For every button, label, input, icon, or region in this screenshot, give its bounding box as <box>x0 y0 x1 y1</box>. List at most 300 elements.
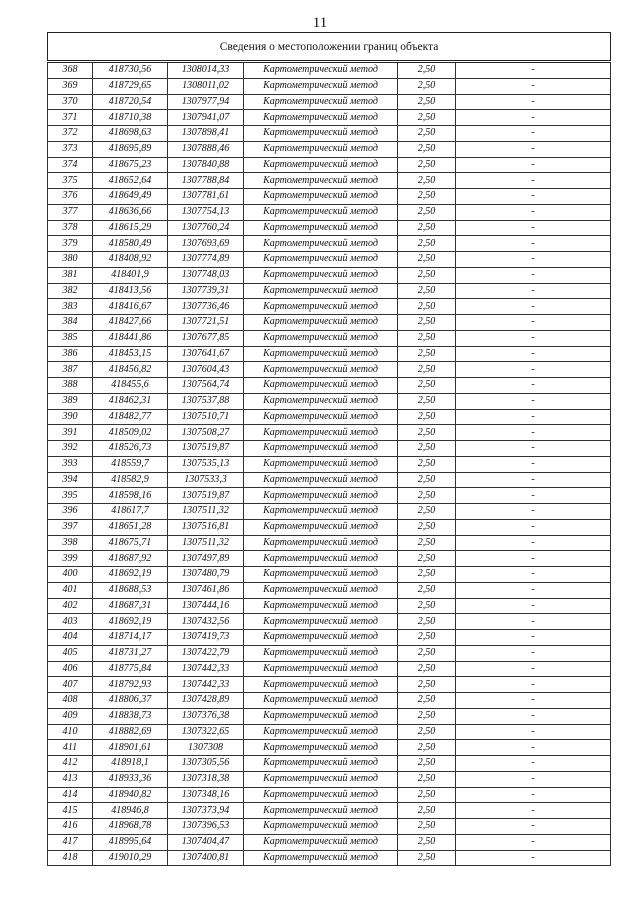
table-row <box>48 236 611 252</box>
note-cell: - <box>456 78 611 94</box>
point-number-cell: 416 <box>48 819 93 835</box>
x-coordinate-cell: 418918,1 <box>93 756 168 772</box>
x-coordinate-cell: 418714,17 <box>93 630 168 646</box>
note-cell: - <box>456 283 611 299</box>
point-number-cell: 375 <box>48 173 93 189</box>
table-row <box>48 204 611 220</box>
table-row <box>48 126 611 142</box>
x-coordinate-cell: 418882,69 <box>93 724 168 740</box>
precision-cell: 2,50 <box>398 126 456 142</box>
point-number-cell: 393 <box>48 456 93 472</box>
x-coordinate-cell: 418692,19 <box>93 567 168 583</box>
x-coordinate-cell: 418968,78 <box>93 819 168 835</box>
x-coordinate-cell: 418995,64 <box>93 834 168 850</box>
table-row <box>48 582 611 598</box>
note-cell: - <box>456 756 611 772</box>
precision-cell: 2,50 <box>398 661 456 677</box>
point-number-cell: 369 <box>48 78 93 94</box>
y-coordinate-cell: 1307376,38 <box>168 708 244 724</box>
x-coordinate-cell: 418617,7 <box>93 504 168 520</box>
point-number-cell: 406 <box>48 661 93 677</box>
precision-cell: 2,50 <box>398 378 456 394</box>
y-coordinate-cell: 1307774,89 <box>168 252 244 268</box>
precision-cell: 2,50 <box>398 614 456 630</box>
y-coordinate-cell: 1307419,73 <box>168 630 244 646</box>
precision-cell: 2,50 <box>398 535 456 551</box>
point-number-cell: 372 <box>48 126 93 142</box>
table-row <box>48 803 611 819</box>
precision-cell: 2,50 <box>398 567 456 583</box>
precision-cell: 2,50 <box>398 551 456 567</box>
method-cell: Картометрический метод <box>244 62 398 79</box>
precision-cell: 2,50 <box>398 362 456 378</box>
precision-cell: 2,50 <box>398 110 456 126</box>
y-coordinate-cell: 1307677,85 <box>168 330 244 346</box>
point-number-cell: 390 <box>48 409 93 425</box>
y-coordinate-cell: 1308014,33 <box>168 62 244 79</box>
point-number-cell: 389 <box>48 393 93 409</box>
y-coordinate-cell: 1307422,79 <box>168 645 244 661</box>
precision-cell: 2,50 <box>398 441 456 457</box>
method-cell: Картометрический метод <box>244 283 398 299</box>
x-coordinate-cell: 418730,56 <box>93 62 168 79</box>
precision-cell: 2,50 <box>398 519 456 535</box>
point-number-cell: 383 <box>48 299 93 315</box>
point-number-cell: 374 <box>48 157 93 173</box>
point-number-cell: 399 <box>48 551 93 567</box>
point-number-cell: 397 <box>48 519 93 535</box>
table-row <box>48 740 611 756</box>
y-coordinate-cell: 1307736,46 <box>168 299 244 315</box>
table-row <box>48 110 611 126</box>
y-coordinate-cell: 1307442,33 <box>168 661 244 677</box>
method-cell: Картометрический метод <box>244 551 398 567</box>
table-row <box>48 472 611 488</box>
precision-cell: 2,50 <box>398 598 456 614</box>
x-coordinate-cell: 418462,31 <box>93 393 168 409</box>
precision-cell: 2,50 <box>398 204 456 220</box>
table-row <box>48 630 611 646</box>
y-coordinate-cell: 1307781,61 <box>168 189 244 205</box>
note-cell: - <box>456 378 611 394</box>
point-number-cell: 387 <box>48 362 93 378</box>
note-cell: - <box>456 62 611 79</box>
x-coordinate-cell: 418710,38 <box>93 110 168 126</box>
note-cell: - <box>456 803 611 819</box>
note-cell: - <box>456 567 611 583</box>
x-coordinate-cell: 418453,15 <box>93 346 168 362</box>
x-coordinate-cell: 418427,66 <box>93 315 168 331</box>
table-row <box>48 189 611 205</box>
method-cell: Картометрический метод <box>244 204 398 220</box>
y-coordinate-cell: 1307898,41 <box>168 126 244 142</box>
method-cell: Картометрический метод <box>244 393 398 409</box>
note-cell: - <box>456 236 611 252</box>
method-cell: Картометрический метод <box>244 771 398 787</box>
precision-cell: 2,50 <box>398 819 456 835</box>
method-cell: Картометрический метод <box>244 740 398 756</box>
x-coordinate-cell: 418933,36 <box>93 771 168 787</box>
note-cell: - <box>456 409 611 425</box>
note-cell: - <box>456 693 611 709</box>
table-row <box>48 78 611 94</box>
table-row <box>48 362 611 378</box>
y-coordinate-cell: 1307444,16 <box>168 598 244 614</box>
y-coordinate-cell: 1307788,84 <box>168 173 244 189</box>
point-number-cell: 381 <box>48 267 93 283</box>
table-row <box>48 220 611 236</box>
y-coordinate-cell: 1307537,88 <box>168 393 244 409</box>
method-cell: Картометрический метод <box>244 519 398 535</box>
point-number-cell: 385 <box>48 330 93 346</box>
y-coordinate-cell: 1307516,81 <box>168 519 244 535</box>
note-cell: - <box>456 346 611 362</box>
method-cell: Картометрический метод <box>244 504 398 520</box>
table-header-row <box>48 33 611 62</box>
method-cell: Картометрический метод <box>244 724 398 740</box>
x-coordinate-cell: 418651,28 <box>93 519 168 535</box>
method-cell: Картометрический метод <box>244 173 398 189</box>
x-coordinate-cell: 418792,93 <box>93 677 168 693</box>
precision-cell: 2,50 <box>398 78 456 94</box>
point-number-cell: 404 <box>48 630 93 646</box>
table-row <box>48 315 611 331</box>
precision-cell: 2,50 <box>398 173 456 189</box>
precision-cell: 2,50 <box>398 283 456 299</box>
point-number-cell: 379 <box>48 236 93 252</box>
y-coordinate-cell: 1307519,87 <box>168 441 244 457</box>
y-coordinate-cell: 1308011,02 <box>168 78 244 94</box>
method-cell: Картометрический метод <box>244 456 398 472</box>
note-cell: - <box>456 330 611 346</box>
note-cell: - <box>456 630 611 646</box>
x-coordinate-cell: 418729,65 <box>93 78 168 94</box>
y-coordinate-cell: 1307404,47 <box>168 834 244 850</box>
table-row <box>48 787 611 803</box>
precision-cell: 2,50 <box>398 488 456 504</box>
method-cell: Картометрический метод <box>244 677 398 693</box>
note-cell: - <box>456 220 611 236</box>
table-row <box>48 330 611 346</box>
x-coordinate-cell: 418806,37 <box>93 693 168 709</box>
table-title: Сведения о местоположении границ объекта <box>48 33 611 62</box>
x-coordinate-cell: 418687,31 <box>93 598 168 614</box>
method-cell: Картометрический метод <box>244 236 398 252</box>
method-cell: Картометрический метод <box>244 94 398 110</box>
table-row <box>48 393 611 409</box>
table-row <box>48 771 611 787</box>
y-coordinate-cell: 1307508,27 <box>168 425 244 441</box>
table-row <box>48 94 611 110</box>
precision-cell: 2,50 <box>398 94 456 110</box>
point-number-cell: 403 <box>48 614 93 630</box>
note-cell: - <box>456 157 611 173</box>
precision-cell: 2,50 <box>398 771 456 787</box>
point-number-cell: 394 <box>48 472 93 488</box>
precision-cell: 2,50 <box>398 582 456 598</box>
method-cell: Картометрический метод <box>244 630 398 646</box>
point-number-cell: 418 <box>48 850 93 866</box>
x-coordinate-cell: 418946,8 <box>93 803 168 819</box>
x-coordinate-cell: 419010,29 <box>93 850 168 866</box>
note-cell: - <box>456 677 611 693</box>
x-coordinate-cell: 418455,6 <box>93 378 168 394</box>
precision-cell: 2,50 <box>398 456 456 472</box>
table-row <box>48 378 611 394</box>
point-number-cell: 380 <box>48 252 93 268</box>
x-coordinate-cell: 418649,49 <box>93 189 168 205</box>
y-coordinate-cell: 1307318,38 <box>168 771 244 787</box>
precision-cell: 2,50 <box>398 315 456 331</box>
table-row <box>48 850 611 866</box>
table-row <box>48 693 611 709</box>
y-coordinate-cell: 1307428,89 <box>168 693 244 709</box>
method-cell: Картометрический метод <box>244 614 398 630</box>
table-row <box>48 598 611 614</box>
y-coordinate-cell: 1307497,89 <box>168 551 244 567</box>
table-row <box>48 157 611 173</box>
note-cell: - <box>456 362 611 378</box>
note-cell: - <box>456 393 611 409</box>
point-number-cell: 398 <box>48 535 93 551</box>
x-coordinate-cell: 418413,56 <box>93 283 168 299</box>
precision-cell: 2,50 <box>398 409 456 425</box>
note-cell: - <box>456 740 611 756</box>
note-cell: - <box>456 425 611 441</box>
method-cell: Картометрический метод <box>244 598 398 614</box>
y-coordinate-cell: 1307442,33 <box>168 677 244 693</box>
precision-cell: 2,50 <box>398 62 456 79</box>
note-cell: - <box>456 141 611 157</box>
method-cell: Картометрический метод <box>244 582 398 598</box>
note-cell: - <box>456 94 611 110</box>
y-coordinate-cell: 1307322,65 <box>168 724 244 740</box>
precision-cell: 2,50 <box>398 220 456 236</box>
table-row <box>48 724 611 740</box>
table-row <box>48 614 611 630</box>
precision-cell: 2,50 <box>398 724 456 740</box>
point-number-cell: 402 <box>48 598 93 614</box>
method-cell: Картометрический метод <box>244 252 398 268</box>
point-number-cell: 382 <box>48 283 93 299</box>
method-cell: Картометрический метод <box>244 488 398 504</box>
y-coordinate-cell: 1307888,46 <box>168 141 244 157</box>
table-row <box>48 409 611 425</box>
precision-cell: 2,50 <box>398 504 456 520</box>
x-coordinate-cell: 418582,9 <box>93 472 168 488</box>
y-coordinate-cell: 1307432,56 <box>168 614 244 630</box>
boundary-coordinates-table <box>47 32 611 866</box>
precision-cell: 2,50 <box>398 677 456 693</box>
point-number-cell: 415 <box>48 803 93 819</box>
point-number-cell: 368 <box>48 62 93 79</box>
precision-cell: 2,50 <box>398 708 456 724</box>
point-number-cell: 413 <box>48 771 93 787</box>
table-row <box>48 299 611 315</box>
point-number-cell: 373 <box>48 141 93 157</box>
y-coordinate-cell: 1307373,94 <box>168 803 244 819</box>
x-coordinate-cell: 418509,02 <box>93 425 168 441</box>
point-number-cell: 395 <box>48 488 93 504</box>
method-cell: Картометрический метод <box>244 126 398 142</box>
table-row <box>48 346 611 362</box>
precision-cell: 2,50 <box>398 740 456 756</box>
point-number-cell: 384 <box>48 315 93 331</box>
x-coordinate-cell: 418838,73 <box>93 708 168 724</box>
x-coordinate-cell: 418580,49 <box>93 236 168 252</box>
point-number-cell: 417 <box>48 834 93 850</box>
method-cell: Картометрический метод <box>244 299 398 315</box>
x-coordinate-cell: 418559,7 <box>93 456 168 472</box>
point-number-cell: 411 <box>48 740 93 756</box>
x-coordinate-cell: 418636,66 <box>93 204 168 220</box>
note-cell: - <box>456 110 611 126</box>
x-coordinate-cell: 418695,89 <box>93 141 168 157</box>
method-cell: Картометрический метод <box>244 330 398 346</box>
y-coordinate-cell: 1307748,03 <box>168 267 244 283</box>
method-cell: Картометрический метод <box>244 756 398 772</box>
note-cell: - <box>456 173 611 189</box>
precision-cell: 2,50 <box>398 630 456 646</box>
x-coordinate-cell: 418526,73 <box>93 441 168 457</box>
y-coordinate-cell: 1307641,67 <box>168 346 244 362</box>
method-cell: Картометрический метод <box>244 267 398 283</box>
precision-cell: 2,50 <box>398 189 456 205</box>
table-row <box>48 834 611 850</box>
x-coordinate-cell: 418615,29 <box>93 220 168 236</box>
table-row <box>48 645 611 661</box>
precision-cell: 2,50 <box>398 645 456 661</box>
table-row <box>48 441 611 457</box>
x-coordinate-cell: 418687,92 <box>93 551 168 567</box>
point-number-cell: 392 <box>48 441 93 457</box>
note-cell: - <box>456 472 611 488</box>
method-cell: Картометрический метод <box>244 850 398 866</box>
note-cell: - <box>456 519 611 535</box>
method-cell: Картометрический метод <box>244 567 398 583</box>
table-row <box>48 283 611 299</box>
method-cell: Картометрический метод <box>244 803 398 819</box>
method-cell: Картометрический метод <box>244 346 398 362</box>
x-coordinate-cell: 418940,82 <box>93 787 168 803</box>
note-cell: - <box>456 850 611 866</box>
y-coordinate-cell: 1307308 <box>168 740 244 756</box>
point-number-cell: 400 <box>48 567 93 583</box>
y-coordinate-cell: 1307977,94 <box>168 94 244 110</box>
method-cell: Картометрический метод <box>244 315 398 331</box>
note-cell: - <box>456 819 611 835</box>
method-cell: Картометрический метод <box>244 441 398 457</box>
note-cell: - <box>456 189 611 205</box>
y-coordinate-cell: 1307564,74 <box>168 378 244 394</box>
point-number-cell: 412 <box>48 756 93 772</box>
method-cell: Картометрический метод <box>244 78 398 94</box>
method-cell: Картометрический метод <box>244 110 398 126</box>
note-cell: - <box>456 535 611 551</box>
y-coordinate-cell: 1307535,13 <box>168 456 244 472</box>
point-number-cell: 405 <box>48 645 93 661</box>
table-row <box>48 661 611 677</box>
precision-cell: 2,50 <box>398 330 456 346</box>
y-coordinate-cell: 1307511,32 <box>168 535 244 551</box>
precision-cell: 2,50 <box>398 756 456 772</box>
y-coordinate-cell: 1307510,71 <box>168 409 244 425</box>
method-cell: Картометрический метод <box>244 819 398 835</box>
table-row <box>48 567 611 583</box>
note-cell: - <box>456 582 611 598</box>
method-cell: Картометрический метод <box>244 535 398 551</box>
y-coordinate-cell: 1307396,53 <box>168 819 244 835</box>
note-cell: - <box>456 771 611 787</box>
table-row <box>48 456 611 472</box>
method-cell: Картометрический метод <box>244 141 398 157</box>
method-cell: Картометрический метод <box>244 787 398 803</box>
y-coordinate-cell: 1307941,07 <box>168 110 244 126</box>
point-number-cell: 396 <box>48 504 93 520</box>
x-coordinate-cell: 418652,64 <box>93 173 168 189</box>
note-cell: - <box>456 661 611 677</box>
x-coordinate-cell: 418901,61 <box>93 740 168 756</box>
point-number-cell: 391 <box>48 425 93 441</box>
y-coordinate-cell: 1307760,24 <box>168 220 244 236</box>
point-number-cell: 407 <box>48 677 93 693</box>
precision-cell: 2,50 <box>398 425 456 441</box>
precision-cell: 2,50 <box>398 157 456 173</box>
method-cell: Картометрический метод <box>244 472 398 488</box>
precision-cell: 2,50 <box>398 393 456 409</box>
x-coordinate-cell: 418688,53 <box>93 582 168 598</box>
precision-cell: 2,50 <box>398 236 456 252</box>
note-cell: - <box>456 456 611 472</box>
method-cell: Картометрический метод <box>244 661 398 677</box>
note-cell: - <box>456 488 611 504</box>
y-coordinate-cell: 1307693,69 <box>168 236 244 252</box>
y-coordinate-cell: 1307604,43 <box>168 362 244 378</box>
point-number-cell: 370 <box>48 94 93 110</box>
table-row <box>48 756 611 772</box>
table-row <box>48 267 611 283</box>
method-cell: Картометрический метод <box>244 645 398 661</box>
x-coordinate-cell: 418692,19 <box>93 614 168 630</box>
x-coordinate-cell: 418416,67 <box>93 299 168 315</box>
note-cell: - <box>456 834 611 850</box>
y-coordinate-cell: 1307511,32 <box>168 504 244 520</box>
note-cell: - <box>456 551 611 567</box>
x-coordinate-cell: 418408,92 <box>93 252 168 268</box>
x-coordinate-cell: 418456,82 <box>93 362 168 378</box>
method-cell: Картометрический метод <box>244 708 398 724</box>
page-number: 11 <box>312 15 328 31</box>
x-coordinate-cell: 418598,16 <box>93 488 168 504</box>
note-cell: - <box>456 315 611 331</box>
x-coordinate-cell: 418675,23 <box>93 157 168 173</box>
y-coordinate-cell: 1307400,81 <box>168 850 244 866</box>
method-cell: Картометрический метод <box>244 834 398 850</box>
x-coordinate-cell: 418482,77 <box>93 409 168 425</box>
precision-cell: 2,50 <box>398 850 456 866</box>
method-cell: Картометрический метод <box>244 189 398 205</box>
y-coordinate-cell: 1307533,3 <box>168 472 244 488</box>
note-cell: - <box>456 645 611 661</box>
table-row <box>48 141 611 157</box>
precision-cell: 2,50 <box>398 267 456 283</box>
table-body <box>48 62 611 866</box>
point-number-cell: 388 <box>48 378 93 394</box>
point-number-cell: 410 <box>48 724 93 740</box>
table-row <box>48 819 611 835</box>
note-cell: - <box>456 708 611 724</box>
point-number-cell: 378 <box>48 220 93 236</box>
